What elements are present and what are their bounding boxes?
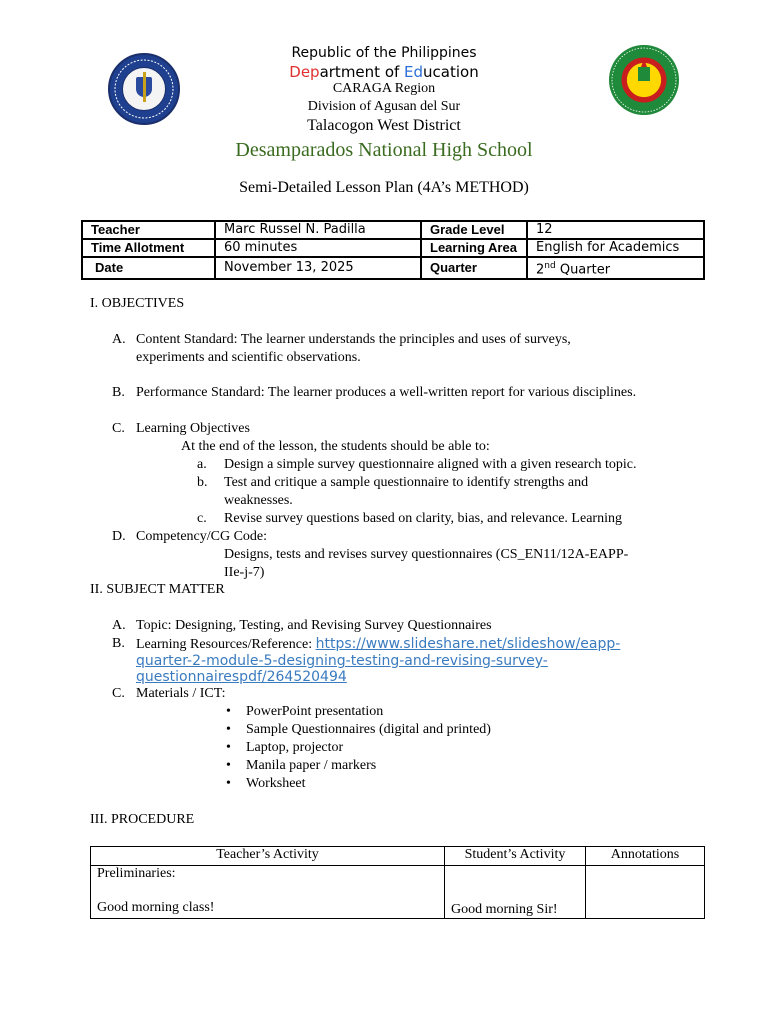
teacher-activity-header: Teacher’s Activity (91, 847, 445, 866)
objective-b-letter: B. (112, 385, 125, 400)
annotations-cell (586, 866, 705, 919)
header-division: Division of Agusan del Sur (307, 99, 461, 114)
content-standard-line1: Content Standard: The learner understands the principles and uses of surveys, (136, 332, 571, 347)
student-activity-header: Student’s Activity (445, 847, 586, 866)
dept-artment: artment of (319, 63, 405, 81)
resource-link-cont[interactable]: questionnairespdf/264520494 (136, 669, 347, 685)
quarter-num: 2 (536, 262, 545, 278)
info-row (82, 257, 704, 279)
material-item: Sample Questionnaires (digital and printed) (246, 722, 491, 737)
objective-item-text: Test and critique a sample questionnaire to identify strengths and (224, 475, 589, 490)
procedure-row (91, 866, 705, 919)
teacher-label: Teacher (82, 221, 215, 239)
teacher-greeting: Good morning class! (97, 900, 215, 915)
info-row (82, 221, 704, 239)
dept-dep: Dep (289, 63, 320, 81)
header-republic: Republic of the Philippines (291, 45, 477, 61)
bullet-icon: • (226, 722, 231, 737)
dept-ucation: ucation (423, 63, 479, 81)
teacher-activity-cell (91, 866, 445, 919)
resources-label: Learning Resources/Reference: (136, 637, 316, 652)
procedure-heading: III. PROCEDURE (90, 812, 195, 827)
topic-text: Topic: Designing, Testing, and Revising Survey Questionnaires (136, 618, 492, 633)
quarter-value (527, 257, 704, 279)
objective-item-text: Revise survey questions based on clarity, bias, and relevance. Learning (224, 511, 622, 526)
objectives-heading: I. OBJECTIVES (90, 296, 185, 311)
learning-objectives-title: Learning Objectives (136, 421, 250, 436)
school-name: Desamparados National High School (235, 139, 533, 161)
content-standard-line2: experiments and scientific observations. (136, 350, 361, 365)
header-district: Talacogon West District (307, 117, 461, 134)
objective-item-letter: b. (197, 475, 208, 490)
quarter-sup: nd (544, 261, 556, 271)
objective-item-text-cont: weaknesses. (224, 493, 293, 508)
area-label: Learning Area (421, 239, 527, 257)
objective-a-letter: A. (112, 332, 126, 347)
competency-title: Competency/CG Code: (136, 529, 268, 544)
material-item: PowerPoint presentation (246, 704, 384, 719)
bullet-icon: • (226, 776, 231, 791)
objective-item-text: Design a simple survey questionnaire aligned with a given research topic. (224, 457, 637, 472)
teacher-value: Marc Russel N. Padilla (215, 221, 421, 239)
dept-ed: Ed (404, 63, 424, 81)
material-item: Laptop, projector (246, 740, 344, 755)
grade-label: Grade Level (421, 221, 527, 239)
subject-c-letter: C. (112, 686, 125, 701)
quarter-word: Quarter (555, 262, 611, 278)
objective-item-letter: a. (197, 457, 207, 472)
header-department (0, 63, 768, 81)
bullet-icon: • (226, 740, 231, 755)
bullet-icon: • (226, 758, 231, 773)
learning-objectives-intro: At the end of the lesson, the students should be able to: (181, 439, 490, 454)
subject-a-letter: A. (112, 618, 126, 633)
area-value: English for Academics (527, 239, 704, 257)
material-item: Manila paper / markers (246, 758, 377, 773)
objective-c-letter: C. (112, 421, 125, 436)
material-item: Worksheet (246, 776, 306, 791)
performance-standard: Performance Standard: The learner produces a well-written report for various disciplines. (136, 385, 637, 400)
objective-item-letter: c. (197, 511, 207, 526)
subject-matter-heading: II. SUBJECT MATTER (90, 582, 225, 597)
resource-link-cont[interactable]: quarter-2-module-5-designing-testing-and-revising-survey- (136, 653, 548, 669)
lesson-plan-title: Semi-Detailed Lesson Plan (4A’s METHOD) (239, 179, 529, 196)
procedure-header-row (91, 847, 705, 866)
bullet-icon: • (226, 704, 231, 719)
date-value: November 13, 2025 (215, 257, 421, 279)
annotations-header: Annotations (586, 847, 705, 866)
competency-line2: IIe-j-7) (224, 565, 265, 580)
competency-line1: Designs, tests and revises survey questionnaires (CS_EN11/12A-EAPP- (224, 547, 629, 562)
grade-value: 12 (527, 221, 704, 239)
info-row (82, 239, 704, 257)
lesson-info-table (81, 220, 705, 280)
time-value: 60 minutes (215, 239, 421, 257)
procedure-table (90, 846, 705, 919)
student-greeting: Good morning Sir! (451, 902, 558, 917)
objective-d-letter: D. (112, 529, 126, 544)
materials-title: Materials / ICT: (136, 686, 226, 701)
student-activity-cell (445, 866, 586, 919)
time-label: Time Allotment (82, 239, 215, 257)
date-label: Date (82, 257, 215, 279)
header-region: CARAGA Region (332, 81, 436, 96)
preliminaries-label: Preliminaries: (97, 866, 176, 881)
resource-link[interactable]: https://www.slideshare.net/slideshow/eapp- (315, 636, 621, 652)
subject-b-letter: B. (112, 636, 125, 651)
quarter-label: Quarter (421, 257, 527, 279)
resources-line1 (136, 636, 620, 653)
